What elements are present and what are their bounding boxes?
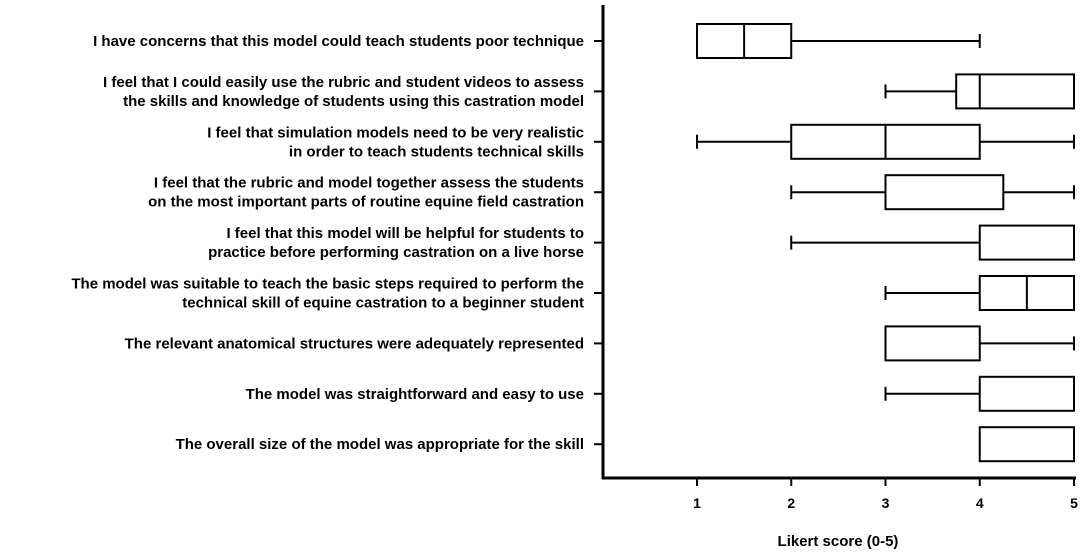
row-label: The relevant anatomical structures were adequately represented [124,335,584,353]
row-label: on the most important parts of routine equine field castration [148,193,584,211]
iqr-box [956,74,1074,108]
x-tick-label: 1 [693,495,701,511]
row-label: I feel that I could easily use the rubric and student videos to assess [103,73,584,91]
row-label: I feel that simulation models need to be very realistic [207,124,584,142]
iqr-box [980,427,1074,461]
row-label: The overall size of the model was appropriate for the skill [175,436,584,454]
row-label: practice before performing castration on a live horse [208,244,584,262]
row-label: I feel that the rubric and model together assess the students [153,174,584,192]
plot-area [71,5,1078,511]
row-label: I feel that this model will be helpful for students to [226,225,584,243]
x-axis-title: Likert score (0-5) [777,533,899,550]
row-label: the skills and knowledge of students using this castration model [123,92,584,110]
row-label: I have concerns that this model could teach students poor technique [93,33,584,50]
row-label: technical skill of equine castration to a beginner student [182,294,584,312]
row-label: The model was suitable to teach the basic steps required to perform the [71,275,584,293]
iqr-box [886,326,980,360]
iqr-box [980,226,1074,260]
x-tick-label: 3 [881,495,890,511]
x-tick-label: 5 [1070,495,1078,511]
iqr-box [886,175,1004,209]
row-label: The model was straightforward and easy to use [245,385,584,403]
row-label: in order to teach students technical skills [288,143,584,161]
x-tick-label: 2 [787,495,796,511]
x-tick-label: 4 [975,495,984,511]
iqr-box [980,377,1074,411]
